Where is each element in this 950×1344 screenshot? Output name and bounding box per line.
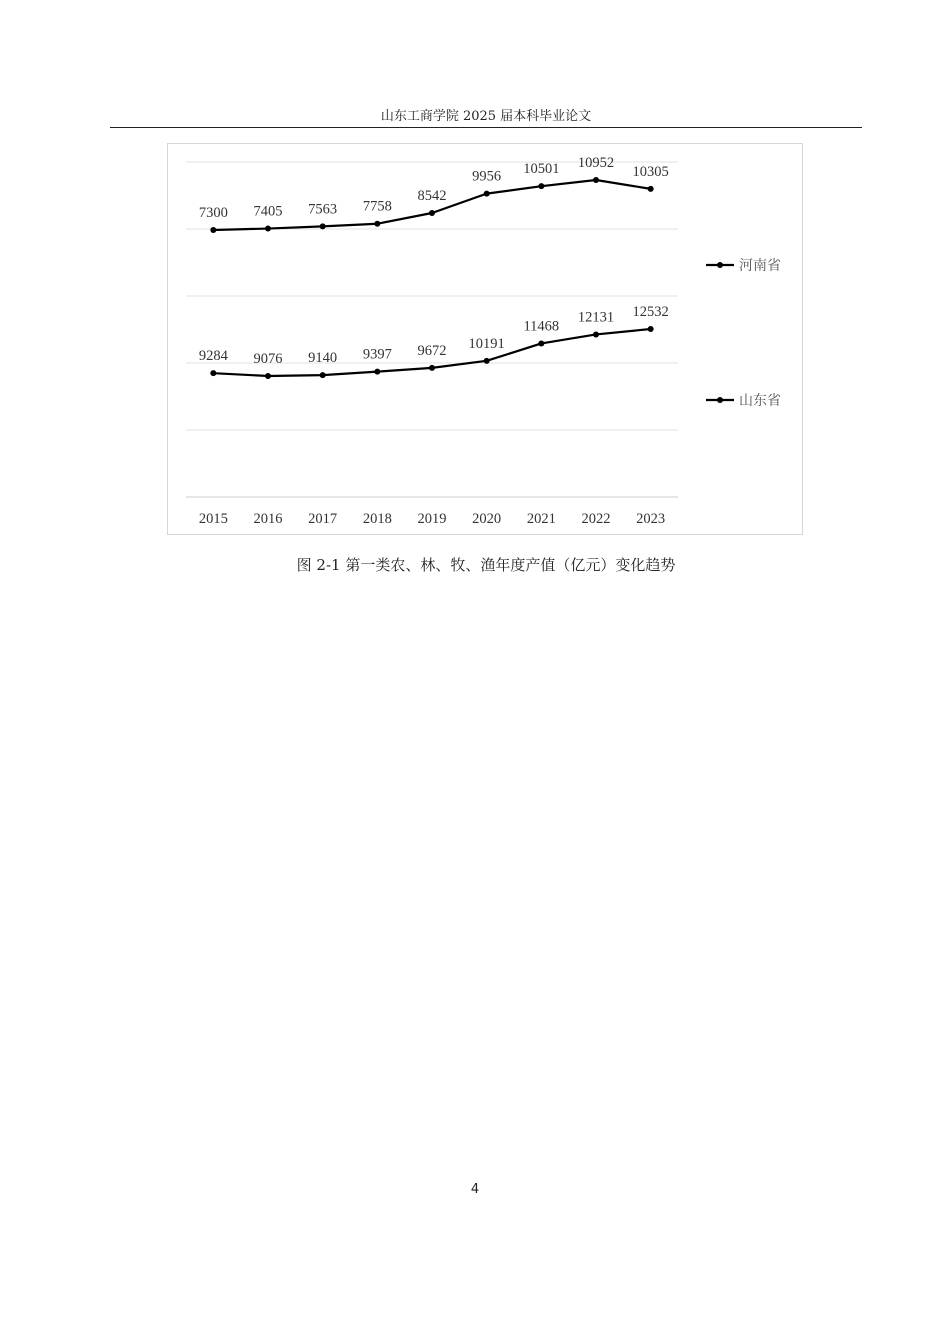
data-label: 7563 xyxy=(308,201,338,218)
data-label: 7300 xyxy=(198,205,228,221)
data-label: 12532 xyxy=(632,304,669,320)
data-point xyxy=(429,365,435,371)
chart-canvas xyxy=(168,144,804,536)
data-label: 10501 xyxy=(523,161,560,178)
data-point xyxy=(210,370,216,376)
data-point xyxy=(320,223,326,229)
x-tick-label: 2019 xyxy=(417,511,447,527)
x-tick-label: 2018 xyxy=(362,511,392,527)
data-point xyxy=(484,358,490,364)
data-point xyxy=(429,210,435,216)
x-tick-label: 2021 xyxy=(526,511,556,527)
data-label: 9956 xyxy=(472,168,502,185)
data-point xyxy=(538,183,544,189)
data-label: 10305 xyxy=(632,163,669,180)
data-point xyxy=(484,191,490,197)
data-label: 7405 xyxy=(253,203,283,220)
data-label: 9397 xyxy=(362,346,392,363)
data-label: 7758 xyxy=(362,198,392,215)
data-label: 9140 xyxy=(308,350,338,367)
data-point xyxy=(265,373,271,379)
legend-label: 河南省 xyxy=(739,258,781,274)
x-tick-label: 2023 xyxy=(636,511,666,527)
x-tick-label: 2017 xyxy=(308,511,338,527)
data-point xyxy=(374,369,380,375)
legend-marker xyxy=(717,397,723,403)
data-point xyxy=(593,177,599,183)
page-header: 山东工商学院 2025 届本科毕业论文 xyxy=(110,106,862,128)
x-tick-label: 2022 xyxy=(581,511,611,527)
data-point xyxy=(538,340,544,346)
data-label: 12131 xyxy=(577,309,615,326)
data-point xyxy=(374,221,380,227)
data-point xyxy=(648,186,654,192)
line-chart xyxy=(167,143,803,535)
x-tick-label: 2016 xyxy=(253,511,283,527)
data-label: 10191 xyxy=(468,335,505,352)
legend-label: 山东省 xyxy=(739,393,781,409)
data-point xyxy=(648,326,654,332)
data-point xyxy=(320,372,326,378)
data-point xyxy=(265,226,271,232)
x-tick-label: 2015 xyxy=(198,511,228,527)
data-label: 9284 xyxy=(198,348,228,365)
data-point xyxy=(210,227,216,233)
data-label: 8542 xyxy=(417,187,447,204)
data-label: 11468 xyxy=(523,318,560,335)
page-number: 4 xyxy=(470,1182,480,1197)
x-tick-label: 2020 xyxy=(472,511,502,527)
data-label: 9672 xyxy=(417,342,447,359)
data-point xyxy=(593,331,599,337)
data-label: 9076 xyxy=(253,351,283,367)
legend-marker xyxy=(717,262,723,268)
figure-caption: 图 2-1 第一类农、林、牧、渔年度产值（亿元）变化趋势 xyxy=(296,556,676,574)
data-label: 10952 xyxy=(577,155,615,171)
